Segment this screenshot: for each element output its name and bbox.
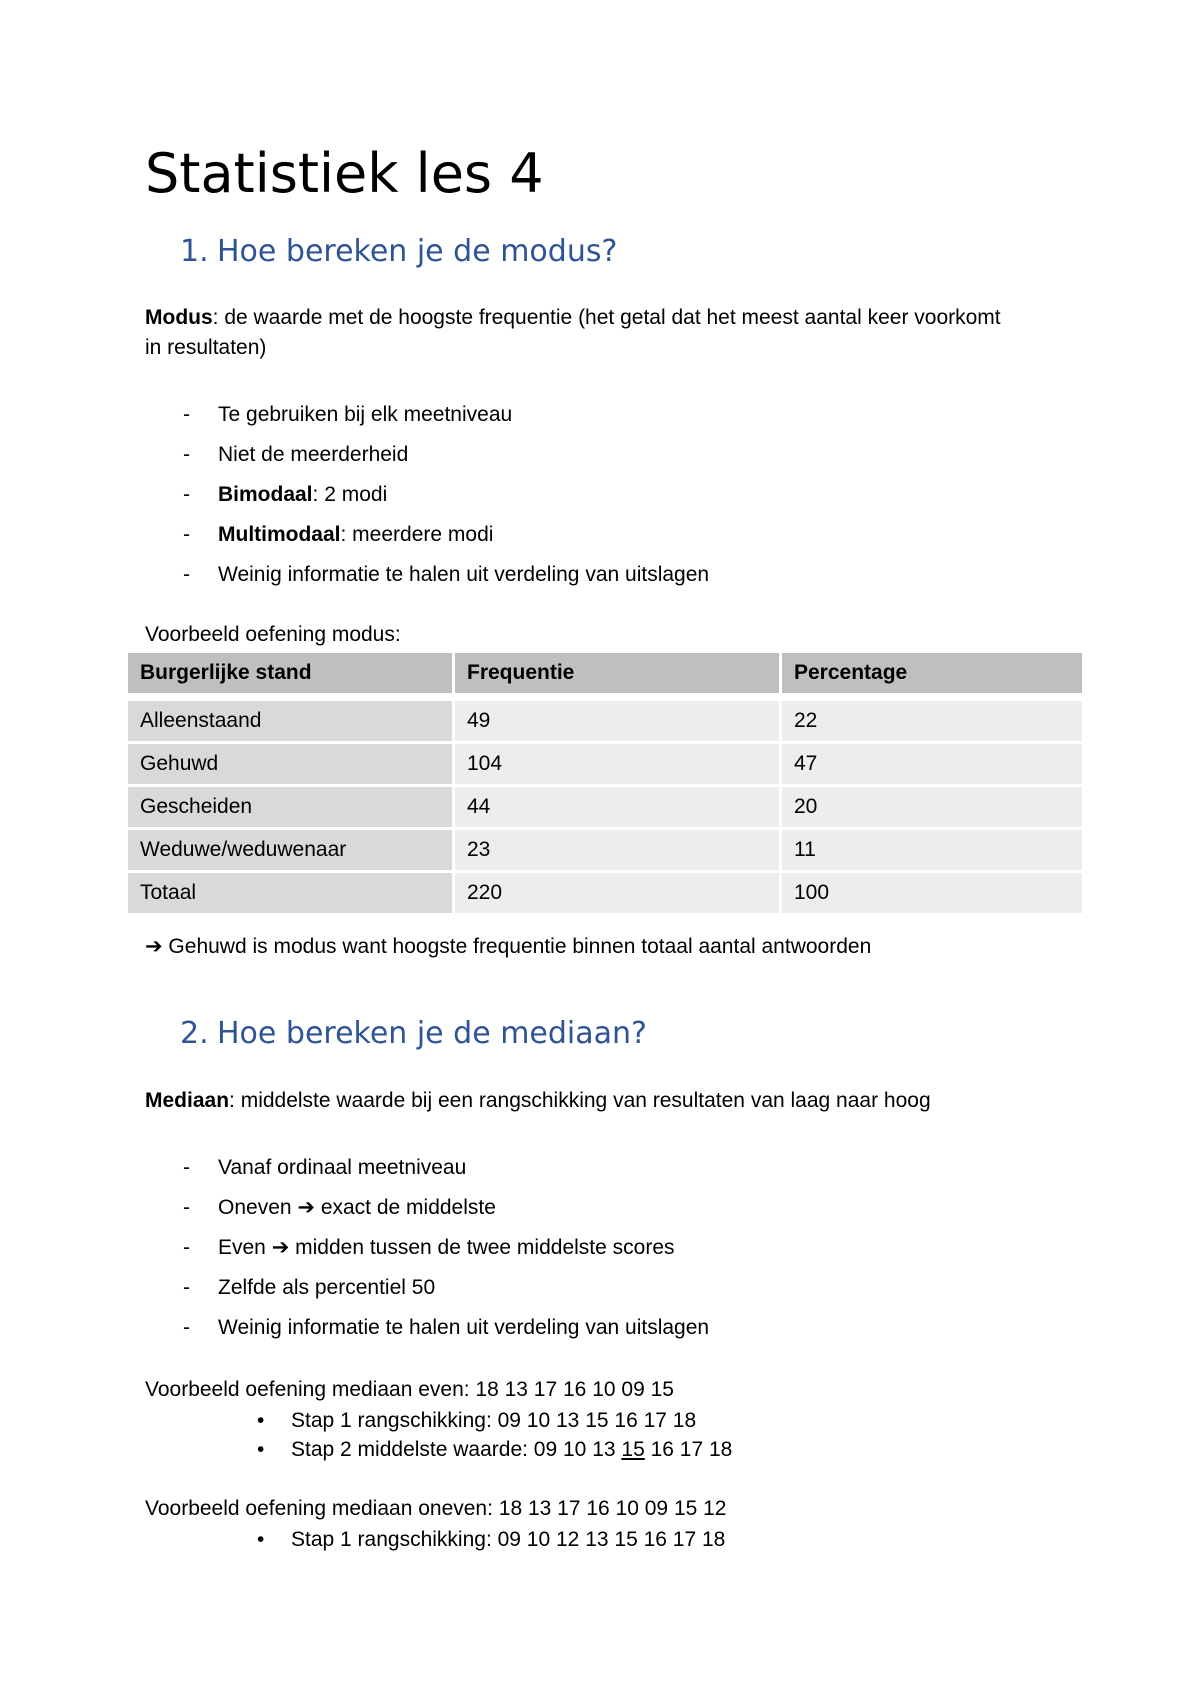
table-cell: 11	[782, 830, 1082, 870]
list-item: - Even ➔ midden tussen de twee middelste scores	[145, 1233, 709, 1273]
list-item: - Weinig informatie te halen uit verdeling van uitslagen	[145, 1313, 709, 1353]
dash-bullet: -	[183, 1316, 190, 1339]
dot-bullet: •	[257, 1438, 265, 1461]
section-heading-text: Hoe bereken je de mediaan?	[217, 1016, 647, 1051]
table-cell: 220	[455, 873, 779, 913]
list-item: - Weinig informatie te halen uit verdeling van uitslagen	[145, 560, 709, 600]
list-item: - Vanaf ordinaal meetniveau	[145, 1153, 709, 1193]
definition-text: : de waarde met de hoogste frequentie (het getal dat het meest aantal keer voorkomt	[212, 306, 1001, 329]
list-item: - Te gebruiken bij elk meetniveau	[145, 400, 709, 440]
table-header-cell: Burgerlijke stand	[128, 653, 452, 693]
dash-bullet: -	[183, 443, 190, 466]
dash-bullet: -	[183, 483, 190, 506]
modus-bullet-list	[145, 400, 709, 600]
table-row	[128, 701, 1082, 741]
section-number: 2.	[180, 1016, 209, 1051]
table-cell: 100	[782, 873, 1082, 913]
dash-bullet: -	[183, 1156, 190, 1179]
section-heading-text: Hoe bereken je de modus?	[217, 234, 618, 269]
table-cell: 47	[782, 744, 1082, 784]
definition-text-cont: in resultaten)	[145, 336, 267, 359]
table-cell: Gescheiden	[128, 787, 452, 827]
list-item: - Niet de meerderheid	[145, 440, 709, 480]
frequency-table	[125, 650, 1085, 916]
definition-modus	[145, 303, 1075, 363]
list-item: - Oneven ➔ exact de middelste	[145, 1193, 709, 1233]
table-row	[128, 830, 1082, 870]
document-title: Statistiek les 4	[145, 142, 544, 205]
table-row	[128, 744, 1082, 784]
dash-bullet: -	[183, 1236, 190, 1259]
table-cell: 20	[782, 787, 1082, 827]
section-heading-mediaan	[180, 1015, 647, 1053]
mediaan-oneven-steps	[145, 1525, 725, 1554]
table-cell: Alleenstaand	[128, 701, 452, 741]
dot-bullet: •	[257, 1528, 265, 1551]
table-row	[128, 873, 1082, 913]
example-label-mediaan-even: Voorbeeld oefening mediaan even: 18 13 17 16 10 09 15	[145, 1378, 674, 1401]
list-item: - Multimodaal: meerdere modi	[145, 520, 709, 560]
section-number: 1.	[180, 234, 209, 269]
definition-mediaan	[145, 1086, 1075, 1116]
table-header-cell: Percentage	[782, 653, 1082, 693]
dash-bullet: -	[183, 523, 190, 546]
example-label-modus: Voorbeeld oefening modus:	[145, 623, 401, 646]
dash-bullet: -	[183, 1196, 190, 1219]
modus-conclusion: ➔ Gehuwd is modus want hoogste frequentie binnen totaal aantal antwoorden	[145, 935, 872, 958]
table-header-cell: Frequentie	[455, 653, 779, 693]
list-item: • Stap 1 rangschikking: 09 10 13 15 16 17 18	[145, 1406, 732, 1435]
list-item: • Stap 1 rangschikking: 09 10 12 13 15 16 17 18	[145, 1525, 725, 1554]
definition-term: Mediaan	[145, 1089, 230, 1112]
dash-bullet: -	[183, 1276, 190, 1299]
table-header-row	[128, 653, 1082, 693]
table-cell: 23	[455, 830, 779, 870]
definition-term: Modus	[145, 306, 213, 329]
section-heading-modus	[180, 233, 617, 271]
table-cell: 22	[782, 701, 1082, 741]
dash-bullet: -	[183, 403, 190, 426]
table-cell: 44	[455, 787, 779, 827]
mediaan-bullet-list	[145, 1153, 709, 1353]
list-item: - Zelfde als percentiel 50	[145, 1273, 709, 1313]
dash-bullet: -	[183, 563, 190, 586]
table-cell: Gehuwd	[128, 744, 452, 784]
definition-text: : middelste waarde bij een rangschikking van resultaten van laag naar hoog	[229, 1089, 931, 1112]
list-item: - Bimodaal: 2 modi	[145, 480, 709, 520]
median-value: 15	[621, 1438, 645, 1461]
example-label-mediaan-oneven: Voorbeeld oefening mediaan oneven: 18 13 17 16 10 09 15 12	[145, 1497, 727, 1520]
list-item: • Stap 2 middelste waarde: 09 10 13 15 16 17 18	[145, 1435, 732, 1464]
mediaan-even-steps	[145, 1406, 732, 1464]
table-row	[128, 787, 1082, 827]
table-cell: Weduwe/weduwenaar	[128, 830, 452, 870]
dot-bullet: •	[257, 1409, 265, 1432]
table-cell: 49	[455, 701, 779, 741]
table-cell: Totaal	[128, 873, 452, 913]
table-cell: 104	[455, 744, 779, 784]
